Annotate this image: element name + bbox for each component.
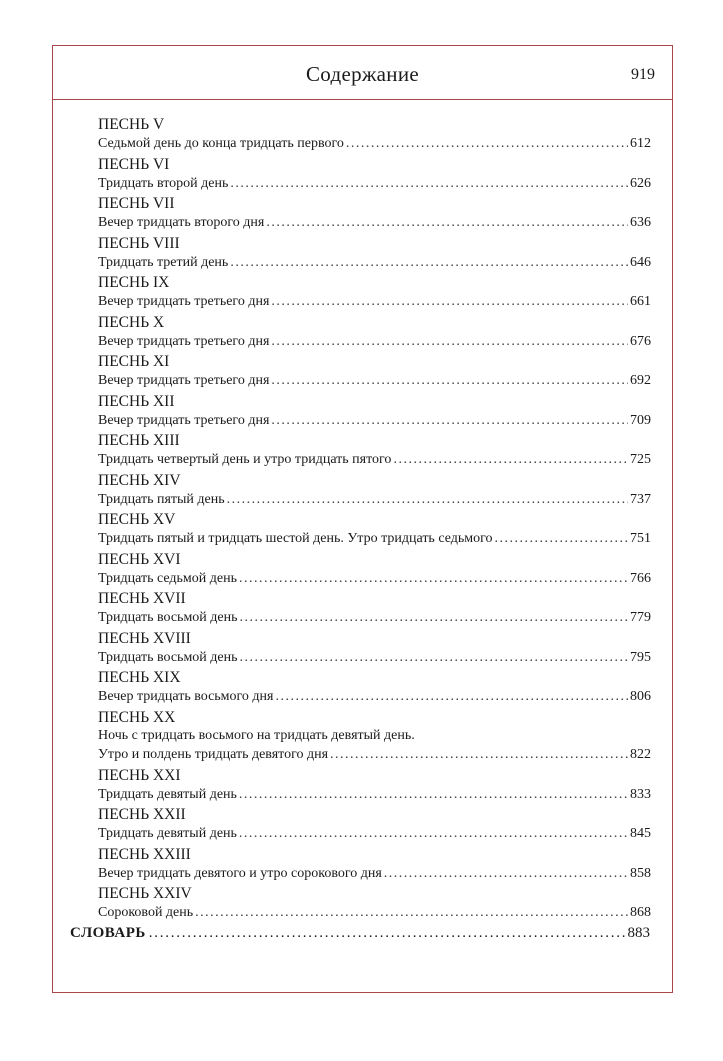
toc-entry[interactable] (98, 648, 651, 669)
canto-heading: ПЕСНЬ XXIII (98, 845, 191, 863)
dot-leader (240, 608, 628, 629)
toc-entry-dictionary[interactable] (70, 925, 650, 942)
toc-entry-page: 795 (630, 649, 651, 665)
toc-entry-title: Вечер тридцать третьего дня (98, 333, 270, 349)
canto-heading: ПЕСНЬ IX (98, 274, 170, 291)
toc-entry[interactable] (98, 569, 651, 590)
toc-entry[interactable] (98, 745, 651, 766)
canto-heading: ПЕСНЬ XXIV (98, 885, 192, 902)
dot-leader (393, 450, 628, 471)
toc-entry[interactable] (98, 332, 651, 353)
toc-entry-page: 612 (630, 136, 651, 151)
toc-entry-title: Тридцать пятый и тридцать шестой день. Утро тридцать седьмого (98, 531, 493, 546)
toc-entry-page: 822 (630, 747, 651, 762)
dot-leader (495, 529, 629, 550)
dictionary-label: СЛОВАРЬ (70, 925, 146, 941)
toc-entry-page: 766 (630, 570, 651, 586)
dot-leader (271, 292, 628, 313)
canto-heading: ПЕСНЬ XVIII (98, 629, 191, 647)
dot-leader (266, 213, 628, 234)
toc-entry-page: 676 (630, 333, 651, 349)
toc-entry-title: Седьмой день до конца тридцать первого (98, 136, 344, 151)
canto-heading: ПЕСНЬ XII (98, 392, 175, 410)
toc-entry-page: 845 (630, 826, 651, 841)
toc-entry-title: Вечер тридцать третьего дня (98, 294, 270, 309)
toc-entry-title: Тридцать восьмой день (98, 649, 238, 665)
toc-entry-title: Тридцать второй день (98, 175, 229, 191)
toc-entry[interactable] (98, 785, 651, 806)
dot-leader (346, 134, 628, 155)
page-title: Содержание (305, 62, 420, 86)
canto-heading: ПЕСНЬ XVII (98, 590, 186, 607)
dot-leader (239, 785, 628, 806)
toc-entry-page: 725 (630, 452, 651, 467)
dot-leader (227, 490, 628, 511)
dot-leader (239, 824, 628, 845)
dot-leader (195, 903, 628, 924)
toc-entry[interactable] (98, 608, 651, 629)
toc-entry[interactable] (98, 411, 651, 432)
toc-entry[interactable] (98, 134, 651, 155)
toc-entry-title: Вечер тридцать восьмого дня (98, 689, 274, 704)
toc-entry-title: Сороковой день (98, 905, 194, 920)
toc-entry-title: Ночь с тридцать восьмого на тридцать девятый день. (98, 727, 415, 743)
toc-entry[interactable] (98, 174, 651, 195)
running-header (53, 46, 672, 100)
canto-heading: ПЕСНЬ XV (98, 511, 176, 528)
canto-heading: ПЕСНЬ XIX (98, 669, 181, 686)
toc-entry-page: 709 (630, 412, 651, 428)
toc-entry-title: Вечер тридцать девятого и утро сорокового дня (98, 865, 382, 881)
toc-entry-title: Тридцать восьмой день (98, 610, 238, 625)
dot-leader (384, 864, 628, 885)
canto-heading: ПЕСНЬ XXI (98, 766, 181, 784)
dot-leader (271, 371, 628, 392)
toc-entry-title: Тридцать четвертый день и утро тридцать пятого (98, 452, 392, 467)
toc-entry[interactable] (98, 864, 651, 885)
toc-entry-page: 779 (630, 610, 651, 625)
dot-leader (271, 332, 628, 353)
dot-leader (240, 648, 628, 669)
toc-entry-page: 692 (630, 373, 651, 388)
canto-heading: ПЕСНЬ XX (98, 708, 176, 726)
dictionary-page: 883 (627, 925, 650, 941)
canto-heading: ПЕСНЬ V (98, 116, 165, 133)
toc-entry[interactable] (98, 490, 651, 511)
toc-entry-title: Тридцать седьмой день (98, 570, 237, 586)
dot-leader (149, 925, 625, 942)
toc-entry[interactable] (98, 253, 651, 274)
toc-entry-title: Тридцать третий день (98, 254, 229, 270)
toc-entry[interactable] (98, 450, 651, 471)
canto-heading: ПЕСНЬ XI (98, 353, 170, 370)
toc-entry-title: Утро и полдень тридцать девятого дня (98, 747, 329, 762)
toc-entry-title: Тридцать девятый день (98, 826, 237, 841)
toc-entry-title: Вечер тридцать второго дня (98, 215, 265, 230)
canto-heading: ПЕСНЬ XXII (98, 806, 186, 823)
canto-heading: ПЕСНЬ X (98, 313, 165, 331)
toc-entry[interactable] (98, 371, 651, 392)
dot-leader (271, 411, 628, 432)
dot-leader (239, 569, 628, 590)
toc-entry[interactable] (98, 292, 651, 313)
canto-heading: ПЕСНЬ VIII (98, 234, 180, 252)
toc-entry[interactable] (98, 529, 651, 550)
table-of-contents (98, 115, 651, 924)
toc-entry[interactable] (98, 903, 651, 924)
canto-heading: ПЕСНЬ XIII (98, 432, 180, 449)
dot-leader (230, 174, 628, 195)
toc-entry-page: 626 (630, 175, 651, 191)
toc-entry-title: Тридцать девятый день (98, 786, 237, 802)
toc-entry[interactable] (98, 687, 651, 708)
page-frame (52, 45, 673, 993)
toc-entry[interactable] (98, 213, 651, 234)
toc-entry-page: 833 (630, 786, 651, 802)
toc-entry-page: 646 (630, 254, 651, 270)
toc-entry-page: 636 (630, 215, 651, 230)
toc-entry-title: Вечер тридцать третьего дня (98, 412, 270, 428)
dot-leader (330, 745, 628, 766)
toc-entry-page: 737 (630, 491, 651, 507)
canto-heading: ПЕСНЬ XIV (98, 471, 181, 489)
toc-entry-page: 661 (630, 294, 651, 309)
page-number: 919 (631, 66, 655, 83)
toc-entry-page: 806 (630, 689, 651, 704)
toc-entry-page: 751 (630, 531, 651, 546)
canto-heading: ПЕСНЬ VI (98, 155, 170, 173)
toc-entry-title: Тридцать пятый день (98, 491, 225, 507)
canto-heading: ПЕСНЬ VII (98, 195, 175, 212)
dot-leader (275, 687, 628, 708)
canto-heading: ПЕСНЬ XVI (98, 550, 181, 568)
toc-entry[interactable] (98, 824, 651, 845)
dot-leader (230, 253, 628, 274)
toc-entry-page: 858 (630, 865, 651, 881)
toc-entry-page: 868 (630, 905, 651, 920)
toc-entry-title: Вечер тридцать третьего дня (98, 373, 270, 388)
